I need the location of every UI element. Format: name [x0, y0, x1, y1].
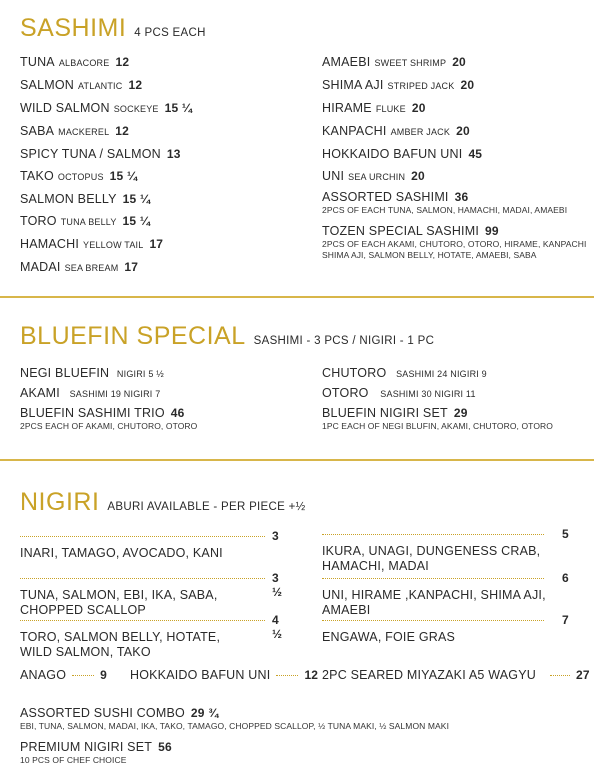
- akami-name: AKAMI: [20, 386, 60, 400]
- hokkaido-uni-row: [130, 668, 318, 682]
- menu-item-price: 17: [124, 260, 139, 274]
- dotted-leader: [20, 620, 265, 621]
- bluefin-subtitle: SASHIMI - 3 PCS / NIGIRI - 1 PC: [253, 335, 435, 347]
- menu-item-name: TORO: [20, 214, 57, 228]
- menu-item-desc: SWEET SHRIMP: [374, 58, 447, 68]
- menu-item: [322, 101, 482, 117]
- menu-item-price: 20: [411, 101, 426, 115]
- menu-item: [20, 192, 192, 207]
- menu-item-desc: AMBER JACK: [390, 127, 451, 137]
- nigiri-title: NIGIRI: [20, 488, 100, 516]
- dotted-leader: [550, 675, 570, 676]
- menu-item-desc: OCTOPUS: [57, 172, 104, 182]
- nigiri-group-line: UNI, HIRAME ,KANPACHI, SHIMA AJI,: [322, 588, 546, 602]
- bluefin-title: BLUEFIN SPECIAL: [20, 322, 246, 350]
- menu-item-price: 17: [149, 237, 164, 251]
- menu-item-name: TUNA: [20, 55, 55, 69]
- menu-item-price: 45: [468, 147, 483, 161]
- section-divider: [0, 459, 594, 461]
- menu-item-name: AMAEBI: [322, 55, 371, 69]
- premium-nigiri-note: 10 PCS OF CHEF CHOICE: [20, 755, 127, 765]
- nigiri-group-items: [322, 630, 455, 645]
- assorted-sashimi-name: ASSORTED SASHIMI: [322, 190, 449, 204]
- nigiri-group-price: 5: [562, 527, 569, 541]
- bluefin-header: [20, 322, 434, 351]
- sushi-combo-note: EBI, TUNA, SALMON, MADAI, IKA, TAKO, TAMAGO, CHOPPED SCALLOP, ½ TUNA MAKI, ½ SALMON MAKI: [20, 721, 450, 731]
- sushi-combo-name: ASSORTED SUSHI COMBO: [20, 706, 185, 720]
- menu-item: [20, 55, 192, 71]
- nigiri-group-line: CHOPPED SCALLOP: [20, 603, 146, 617]
- bluefin-nigiri-set-name: BLUEFIN NIGIRI SET: [322, 406, 448, 420]
- menu-item-price: 12: [115, 55, 130, 69]
- menu-item: [20, 124, 192, 140]
- nigiri-group-line: ENGAWA, FOIE GRAS: [322, 630, 456, 644]
- menu-item: [20, 78, 192, 94]
- nigiri-header: [20, 488, 306, 517]
- otoro-name: OTORO: [322, 386, 369, 400]
- dotted-leader: [322, 534, 544, 535]
- menu-item-desc: ALBACORE: [58, 58, 110, 68]
- nigiri-group-price: 6: [562, 571, 569, 585]
- menu-item-name: HOKKAIDO BAFUN UNI: [322, 147, 463, 161]
- menu-item: [322, 124, 482, 140]
- tozen-note-2: SHIMA AJI, SALMON BELLY, HOTATE, AMAEBI, SABA: [322, 250, 537, 260]
- menu-item-name: SALMON: [20, 78, 74, 92]
- menu-item-price: 20: [411, 169, 425, 183]
- bluefin-right-column: [322, 366, 553, 432]
- premium-nigiri-price: 56: [158, 740, 172, 754]
- wagyu-price: 27: [576, 668, 590, 682]
- nigiri-group-items: [322, 588, 546, 618]
- tozen-special-sashimi: [322, 224, 587, 261]
- assorted-sashimi: [322, 190, 567, 216]
- menu-item-desc: SEA BREAM: [64, 263, 119, 273]
- bluefin-nigiri-set-price: 29: [453, 406, 468, 420]
- nigiri-group-line: INARI, TAMAGO, AVOCADO, KANI: [20, 546, 223, 560]
- menu-item-name: TAKO: [20, 169, 54, 183]
- menu-item-price: 15 ¼: [122, 214, 151, 228]
- nigiri-group-line: TUNA, SALMON, EBI, IKA, SABA,: [20, 588, 218, 602]
- menu-item-desc: SEA URCHIN: [348, 172, 406, 182]
- negi-bluefin-desc: NIGIRI 5 ½: [116, 369, 164, 379]
- dotted-leader: [276, 675, 298, 676]
- sushi-combo-price: 29 ¾: [190, 706, 219, 720]
- menu-item-desc: SOCKEYE: [113, 104, 159, 114]
- menu-item-price: 20: [452, 55, 466, 69]
- menu-item-name: SPICY TUNA / SALMON: [20, 147, 161, 161]
- nigiri-group-price: 7: [562, 613, 569, 627]
- menu-item: [20, 101, 192, 117]
- sashimi-subtitle: 4 PCS EACH: [134, 27, 206, 39]
- akami-desc: SASHIMI 19 NIGIRI 7: [69, 389, 161, 399]
- sashimi-title: SASHIMI: [20, 14, 127, 42]
- chutoro-desc: SASHIMI 24 NIGIRI 9: [396, 369, 487, 379]
- hokkaido-uni-price: 12: [304, 668, 319, 682]
- bluefin-trio-note: 2PCS EACH OF AKAMI, CHUTORO, OTORO: [20, 421, 198, 431]
- wagyu-row: [322, 668, 590, 682]
- otoro-desc: SASHIMI 30 NIGIRI 11: [380, 389, 476, 399]
- menu-item: [322, 55, 482, 71]
- nigiri-group-line: WILD SALMON, TAKO: [20, 645, 151, 659]
- section-divider: [0, 296, 594, 298]
- menu-item-name: SABA: [20, 124, 55, 138]
- anago-name: ANAGO: [20, 668, 67, 682]
- menu-item-price: 15 ¼: [164, 101, 193, 115]
- dotted-leader: [322, 578, 544, 579]
- premium-nigiri-set: [20, 740, 172, 766]
- assorted-sashimi-price: 36: [454, 190, 469, 204]
- nigiri-group-items: [20, 630, 220, 660]
- nigiri-group-items: [20, 588, 218, 618]
- menu-item-price: 20: [460, 78, 475, 92]
- menu-item-name: SHIMA AJI: [322, 78, 384, 92]
- wagyu-name: 2PC SEARED MIYAZAKI A5 WAGYU: [322, 668, 536, 682]
- menu-item: [20, 169, 192, 185]
- assorted-sashimi-note: 2PCS OF EACH TUNA, SALMON, HAMACHI, MADAI, AMAEBI: [322, 205, 568, 215]
- menu-item-name: KANPACHI: [322, 124, 387, 138]
- bluefin-left-column: [20, 366, 197, 432]
- anago-price: 9: [100, 668, 108, 682]
- hokkaido-uni-name: HOKKAIDO BAFUN UNI: [130, 668, 271, 682]
- menu-item-price: 13: [166, 147, 181, 161]
- menu-item: [322, 169, 482, 185]
- menu-item-name: UNI: [322, 169, 345, 183]
- menu-item-name: HAMACHI: [20, 237, 80, 251]
- menu-item: [20, 260, 192, 276]
- menu-item-desc: ATLANTIC: [78, 81, 123, 91]
- menu-item-desc: MACKEREL: [58, 127, 110, 137]
- nigiri-group-items: [20, 546, 223, 561]
- tozen-price: 99: [485, 224, 499, 238]
- sashimi-header: [20, 14, 206, 43]
- menu-item: [322, 147, 482, 162]
- menu-item-price: 12: [128, 78, 143, 92]
- menu-item-price: 15 ¼: [109, 169, 138, 183]
- menu-item: [20, 237, 192, 253]
- menu-item: [322, 78, 482, 94]
- menu-item: [20, 214, 192, 230]
- nigiri-group-line: TORO, SALMON BELLY, HOTATE,: [20, 630, 221, 644]
- nigiri-group-line: IKURA, UNAGI, DUNGENESS CRAB,: [322, 544, 541, 558]
- menu-item-desc: YELLOW TAIL: [83, 240, 144, 250]
- menu-item-desc: TUNA BELLY: [60, 217, 117, 227]
- dotted-leader: [322, 620, 544, 621]
- nigiri-subtitle: ABURI AVAILABLE - PER PIECE +½: [107, 501, 306, 513]
- tozen-note-1: 2PCS OF EACH AKAMI, CHUTORO, OTORO, HIRAME, KANPACHI: [322, 239, 587, 249]
- nigiri-group-line: HAMACHI, MADAI: [322, 559, 429, 573]
- menu-item-name: MADAI: [20, 260, 61, 274]
- bluefin-trio-name: BLUEFIN SASHIMI TRIO: [20, 406, 165, 420]
- nigiri-group-price: 4 ½: [272, 613, 283, 641]
- anago-row: [20, 668, 107, 682]
- sashimi-left-column: [20, 55, 192, 283]
- menu-item-name: HIRAME: [322, 101, 372, 115]
- negi-bluefin-name: NEGI BLUEFIN: [20, 366, 110, 380]
- menu-item-name: WILD SALMON: [20, 101, 110, 115]
- menu-item-price: 15 ¼: [122, 192, 151, 206]
- chutoro-name: CHUTORO: [322, 366, 387, 380]
- dotted-leader: [20, 536, 265, 537]
- sushi-combo: [20, 706, 449, 732]
- menu-item-desc: FLUKE: [375, 104, 406, 114]
- dotted-leader: [20, 578, 265, 579]
- premium-nigiri-name: PREMIUM NIGIRI SET: [20, 740, 153, 754]
- menu-item-price: 12: [115, 124, 130, 138]
- nigiri-group-items: [322, 544, 540, 574]
- menu-item-name: SALMON BELLY: [20, 192, 117, 206]
- menu-item-desc: STRIPED JACK: [387, 81, 455, 91]
- menu-item-price: 20: [456, 124, 470, 138]
- dotted-leader: [72, 675, 94, 676]
- sashimi-right-column: [322, 55, 482, 192]
- tozen-name: TOZEN SPECIAL SASHIMI: [322, 224, 480, 238]
- nigiri-group-price: 3 ½: [272, 571, 283, 599]
- nigiri-group-price: 3: [272, 529, 279, 543]
- nigiri-group-line: AMAEBI: [322, 603, 371, 617]
- bluefin-nigiri-set-note: 1PC EACH OF NEGI BLUFIN, AKAMI, CHUTORO, OTORO: [322, 421, 553, 431]
- menu-item: [20, 147, 192, 162]
- bluefin-trio-price: 46: [170, 406, 185, 420]
